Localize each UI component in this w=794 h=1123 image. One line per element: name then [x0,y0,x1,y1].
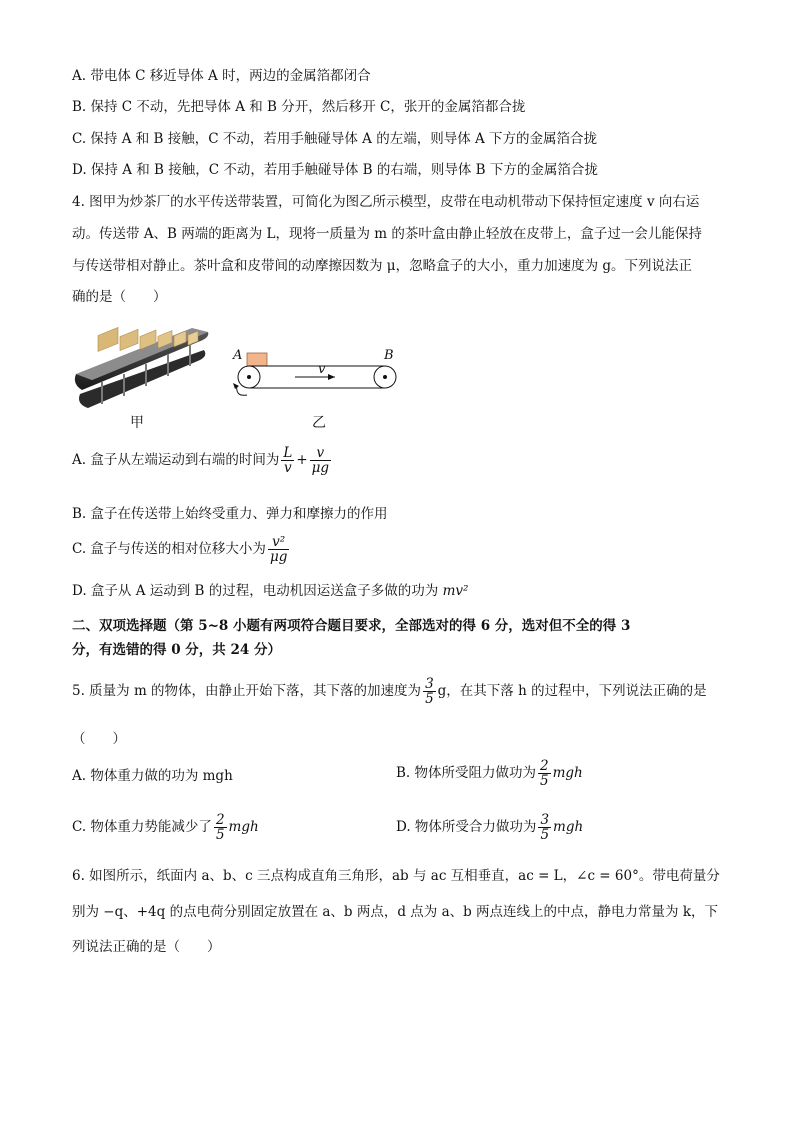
q5-option-d [396,812,583,842]
q5-option-c-text: C. 物体重力势能减少了 [72,819,212,835]
q4-stem-line-3: 与传送带相对静止。茶叶盒和皮带间的动摩擦因数为 μ，忽略盒子的大小，重力加速度为 g。下列说法正 [72,258,692,274]
q5-stem-line-1 [72,676,732,706]
q5-option-d-expr: mgh [553,819,584,835]
fraction-denominator: μg [311,460,330,476]
q4-option-b: B. 盒子在传送带上始终受重力、弹力和摩擦力的作用 [72,506,388,522]
q4-stem-line-4: 确的是（ ） [72,289,167,305]
figure-label-yi: 乙 [312,415,326,431]
fraction-denominator: μg [269,549,288,565]
plus-sign: + [296,452,308,468]
q4-option-a-text: A. 盒子从左端运动到右端的时间为 [72,452,280,468]
fraction-numerator: 2 [540,758,549,774]
q4-stem-line-2: 动。传送带 A、B 两端的距离为 L，现将一质量为 m 的茶叶盒由静止轻放在皮带上，盒子过一会儿能保持 [72,226,702,242]
fraction-denominator: 5 [540,827,550,843]
q4-stem-line-1: 4. 图甲为炒茶厂的水平传送带装置，可简化为图乙所示模型，皮带在电动机带动下保持恒定速度 v 向右运 [72,194,700,210]
q5-option-c-expr: mgh [228,819,259,835]
fraction-three-fifths [423,677,436,706]
q6-stem-line-2: 别为 −q、+4q 的点电荷分别固定放置在 a、b 两点，d 点为 a、b 两点连线上的中点，静电力常量为 k，下 [72,904,719,920]
q4-option-c [72,534,732,564]
fraction-denominator: 5 [215,827,225,843]
q4-option-d [72,581,732,601]
fraction-two-fifths [538,759,551,788]
q5-option-b-expr: mgh [552,765,583,781]
fraction-numerator: 3 [425,676,434,692]
q3-option-c: C. 保持 A 和 B 接触，C 不动，若用手触碰导体 A 的左端，则导体 A 下方的金属箔合拢 [72,131,598,147]
figure-label-jia: 甲 [130,415,144,431]
figure-point-b: B [384,348,394,363]
q3-option-a: A. 带电体 C 移近导体 A 时，两边的金属箔都闭合 [72,68,371,84]
section-2-heading-line-2: 分，有选错的得 0 分，共 24 分） [72,642,281,658]
q5-option-d-text: D. 物体所受合力做功为 [396,819,537,835]
q4-option-d-expr: mv² [442,583,469,599]
conveyor-schematic-figure [225,345,405,405]
q6-stem-line-3: 列说法正确的是（ ） [72,939,221,955]
conveyor-photo-figure [72,312,212,410]
fraction-numerator: 3 [540,812,550,828]
fraction-denominator: 5 [425,691,434,707]
fraction-l-over-v [281,446,294,475]
fraction-denominator: v [284,460,292,476]
q3-option-b: B. 保持 C 不动，先把导体 A 和 B 分开，然后移开 C，张开的金属箔都合拢 [72,99,526,115]
q5-option-c [72,812,259,842]
fraction-numerator: v² [268,535,289,550]
fraction-denominator: 5 [540,773,549,789]
q6-stem-line-1: 6. 如图所示，纸面内 a、b、c 三点构成直角三角形，ab 与 ac 互相垂直，ac = L，∠c = 60°。带电荷量分 [72,868,720,884]
q4-option-a [72,445,732,475]
figure-velocity-label: v [318,362,326,377]
fraction-two-fifths [214,813,227,842]
q5-stem-text-a: 5. 质量为 m 的物体，由静止开始下落，其下落的加速度为 [72,683,422,699]
fraction-v2-over-mug [268,535,289,564]
fraction-numerator: 2 [215,812,225,828]
q5-option-b-text: B. 物体所受阻力做功为 [396,765,537,781]
q3-option-d: D. 保持 A 和 B 接触，C 不动，若用手触碰导体 B 的右端，则导体 B 下方的金属箔合拢 [72,162,598,178]
fraction-numerator: v [310,446,331,461]
fraction-three-fifths [538,813,551,842]
fraction-numerator: L [283,445,293,461]
q5-stem-line-2: （ ） [72,731,126,747]
q4-option-c-text: C. 盒子与传送的相对位移大小为 [72,541,266,557]
fraction-v-over-mug [310,446,331,475]
q5-option-a: A. 物体重力做的功为 mgh [72,768,233,784]
section-2-heading-line-1: 二、双项选择题（第 5~8 小题有两项符合题目要求，全部选对的得 6 分，选对但不全的得 3 [72,618,631,634]
q5-stem-text-b: g，在其下落 h 的过程中，下列说法正确的是 [437,683,707,699]
figure-point-a: A [233,348,243,363]
q4-option-d-text: D. 盒子从 A 运动到 B 的过程，电动机因运送盒子多做的功为 [72,583,439,599]
q5-option-b [396,758,583,788]
